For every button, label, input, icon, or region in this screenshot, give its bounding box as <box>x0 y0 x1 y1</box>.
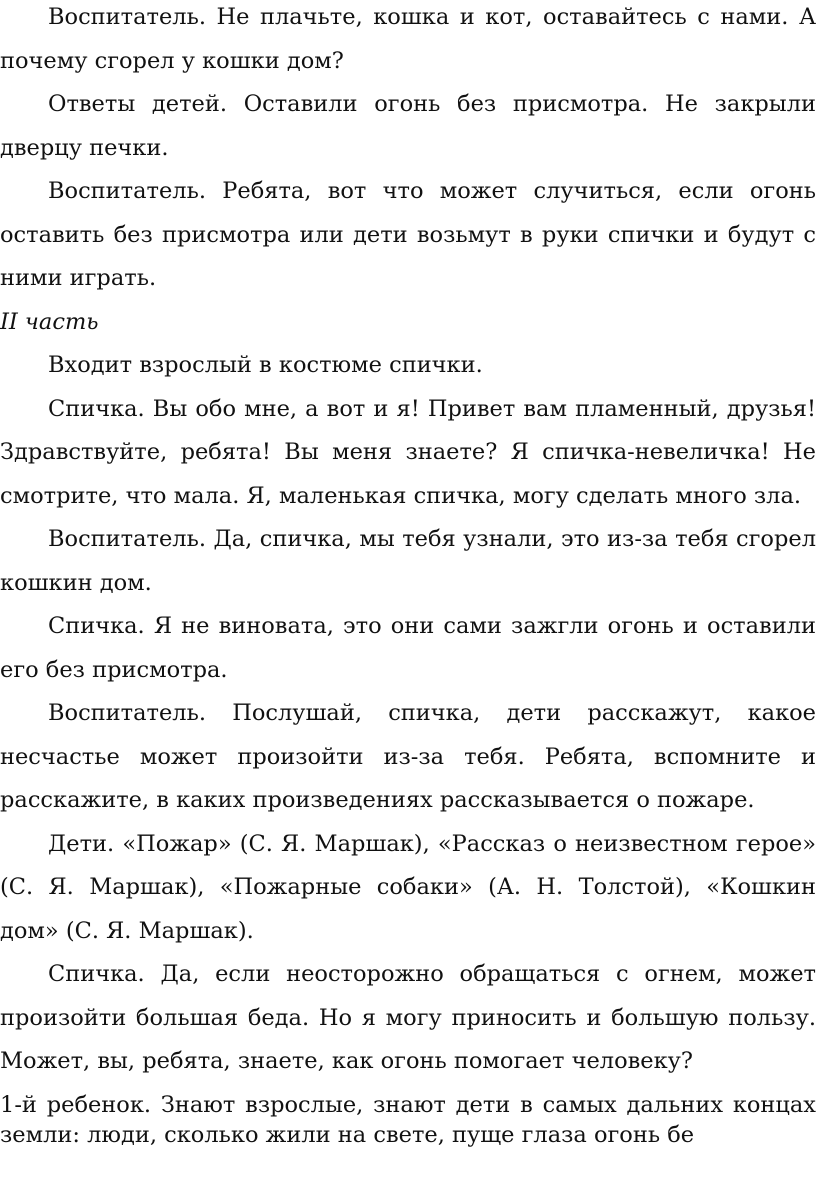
paragraph: Входит взрослый в костюме спички. <box>48 352 483 378</box>
paragraph: Воспитатель. Ребята, вот что может случиться, если огонь оставить без присмотра или дети возьмут в руки спички и будут с ними играть. <box>0 178 816 291</box>
paragraph: Спичка. Вы обо мне, а вот и я! Привет вам пламенный, друзья! Здравствуйте, ребята! Вы меня знаете? Я спичка-невеличка! Не смотрите, что мала. Я, маленькая спичка, могу сделать много зла. <box>0 395 816 509</box>
paragraph: Спичка. Я не виновата, это они сами зажгли огонь и оставили его без присмотра. <box>0 613 816 683</box>
section-heading: II часть <box>0 308 99 335</box>
paragraph: Дети. «Пожар» (С. Я. Маршак), «Рассказ о неизвестном герое» (С. Я. Маршак), «Пожарные собаки» (А. Н. Толстой), «Кошкин дом» (С. Я. Маршак). <box>0 830 816 944</box>
paragraph: Ответы детей. Оставили огонь без присмотра. Не закрыли дверцу печки. <box>0 91 816 161</box>
paragraph: Воспитатель. Послушай, спичка, дети расскажут, какое несчастье может произойти из-за тебя. Ребята, вспомните и расскажите, в каких произведениях рассказывается о пожаре. <box>0 700 816 813</box>
paragraph: Спичка. Да, если неосторожно обращаться с огнем, может произойти большая беда. Но я могу приносить и большую пользу. Может, вы, ребята, знаете, как огонь помогает человеку? <box>0 961 816 1074</box>
paragraph: Воспитатель. Не плачьте, кошка и кот, оставайтесь с нами. А почему сгорел у кошки дом? <box>0 4 816 74</box>
paragraph: Воспитатель. Да, спичка, мы тебя узнали, это из-за тебя сгорел кошкин дом. <box>0 526 816 596</box>
paragraph-last: 1-й ребенок. Знают взрослые, знают дети в самых дальних концах земли: люди, сколько жили на свете, пуще глаза огонь бе <box>0 1091 816 1148</box>
